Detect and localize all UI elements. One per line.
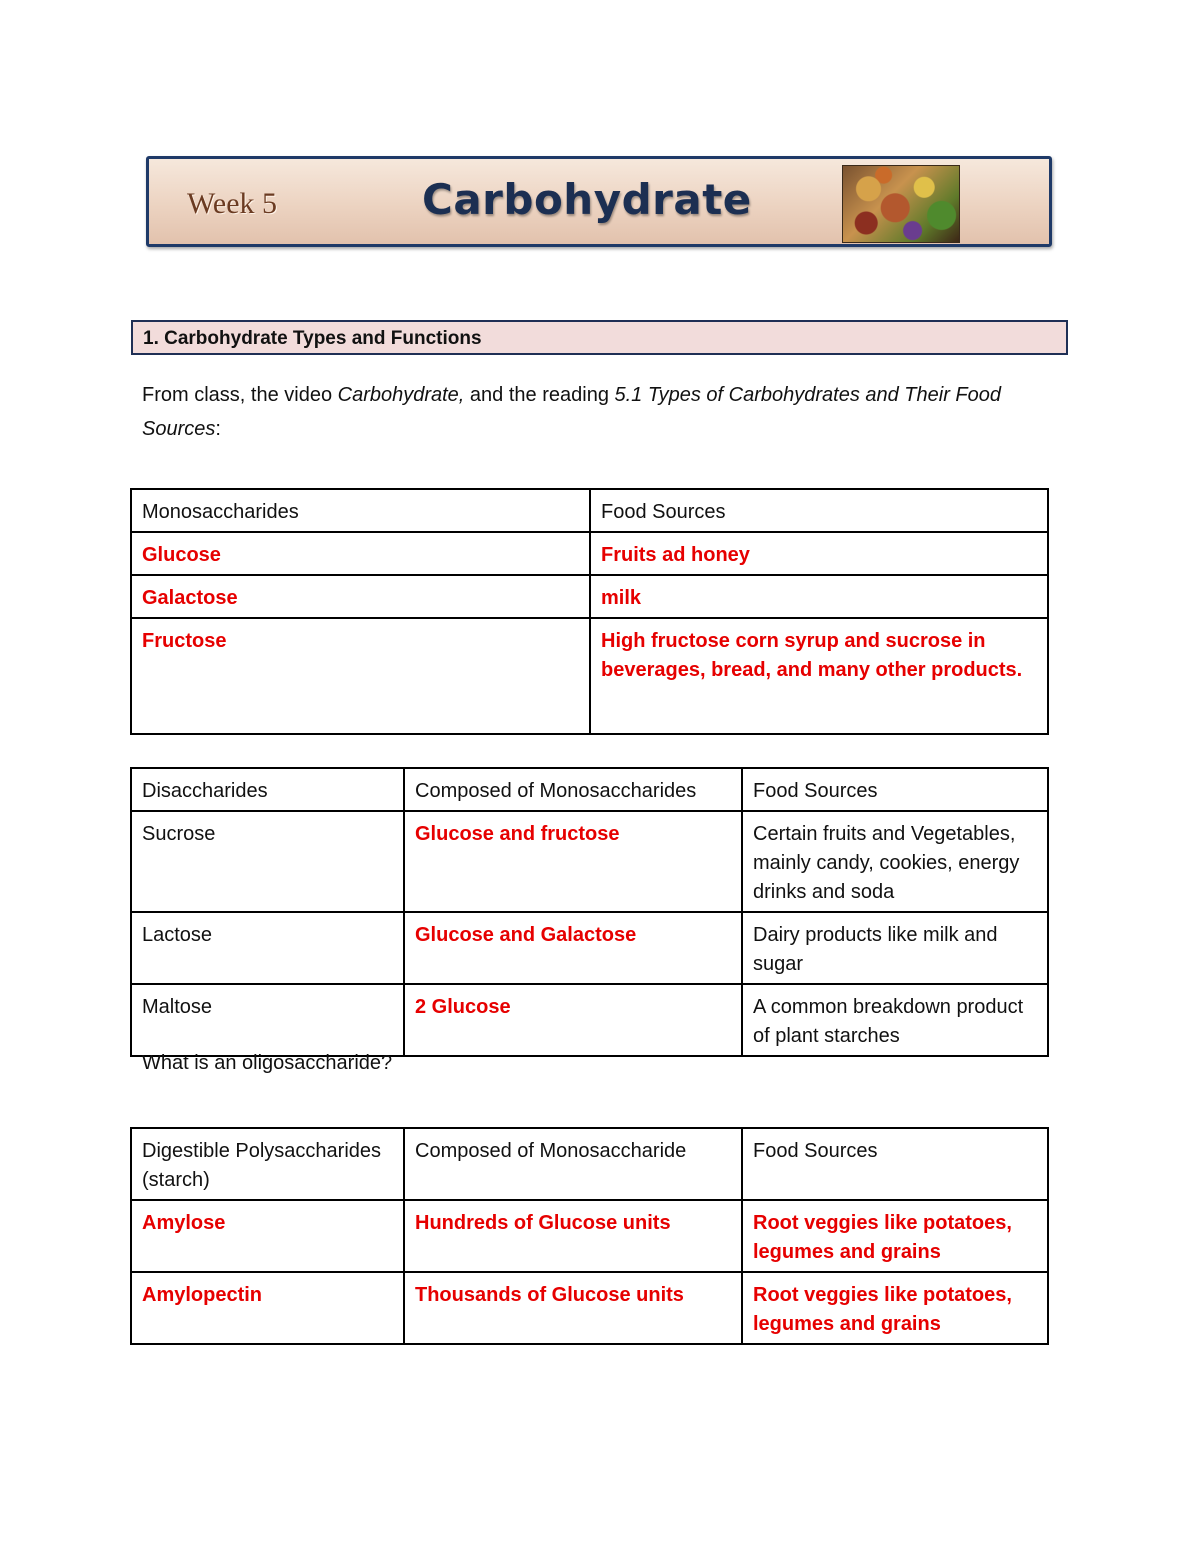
table-cell: Dairy products like milk and sugar (742, 912, 1048, 984)
table-cell: Fructose (131, 618, 590, 734)
intro-video-title: Carbohydrate, (337, 384, 465, 406)
table-cell: Certain fruits and Vegetables, mainly candy, cookies, energy drinks and soda (742, 811, 1048, 912)
banner-title: Carbohydrate (422, 175, 752, 224)
polysaccharides-table (130, 1127, 1049, 1345)
table-row (131, 984, 1048, 1056)
table-cell: Maltose (131, 984, 404, 1056)
table-cell: Sucrose (131, 811, 404, 912)
header-cell: Monosaccharides (131, 489, 590, 532)
disaccharides-table (130, 767, 1049, 1057)
table-row (131, 912, 1048, 984)
header-cell: Disaccharides (131, 768, 404, 811)
table-row (131, 1272, 1048, 1344)
header-cell: Food Sources (590, 489, 1048, 532)
header-cell: Composed of Monosaccharides (404, 768, 742, 811)
banner-week-label: Week 5 (187, 187, 278, 220)
table-cell: Glucose (131, 532, 590, 575)
table-cell: Fruits ad honey (590, 532, 1048, 575)
table-cell: Galactose (131, 575, 590, 618)
table-row (131, 532, 1048, 575)
table-row (131, 618, 1048, 734)
table-header-row (131, 1128, 1048, 1200)
table-cell: Amylose (131, 1200, 404, 1272)
table-row (131, 811, 1048, 912)
table-cell: milk (590, 575, 1048, 618)
table-cell: Glucose and fructose (404, 811, 742, 912)
food-photo (842, 165, 960, 243)
table-cell: A common breakdown product of plant starches (742, 984, 1048, 1056)
table-cell: Thousands of Glucose units (404, 1272, 742, 1344)
table-cell: 2 Glucose (404, 984, 742, 1056)
intro-paragraph (142, 378, 1072, 446)
header-cell: Digestible Polysaccharides (starch) (131, 1128, 404, 1200)
table-cell: Root veggies like potatoes, legumes and grains (742, 1200, 1048, 1272)
header-cell: Food Sources (742, 768, 1048, 811)
table-cell: High fructose corn syrup and sucrose in beverages, bread, and many other products. (590, 618, 1048, 734)
table-cell: Lactose (131, 912, 404, 984)
section-heading: 1. Carbohydrate Types and Functions (131, 320, 1068, 355)
intro-text-2: and the reading (464, 384, 615, 406)
table-cell: Root veggies like potatoes, legumes and grains (742, 1272, 1048, 1344)
week-banner (146, 156, 1052, 247)
intro-text-1: From class, the video (142, 384, 338, 406)
intro-text-3: : (215, 418, 221, 440)
table-row (131, 575, 1048, 618)
table-row (131, 1200, 1048, 1272)
intro-reading-title: 5.1 Types of Carbohydrates and Their Food Sources (142, 384, 1002, 440)
table-cell: Hundreds of Glucose units (404, 1200, 742, 1272)
oligosaccharide-question: What is an oligosaccharide? (142, 1052, 393, 1074)
table-header-row (131, 768, 1048, 811)
table-cell: Amylopectin (131, 1272, 404, 1344)
header-cell: Food Sources (742, 1128, 1048, 1200)
table-cell: Glucose and Galactose (404, 912, 742, 984)
header-cell: Composed of Monosaccharide (404, 1128, 742, 1200)
table-header-row (131, 489, 1048, 532)
monosaccharides-table (130, 488, 1049, 735)
